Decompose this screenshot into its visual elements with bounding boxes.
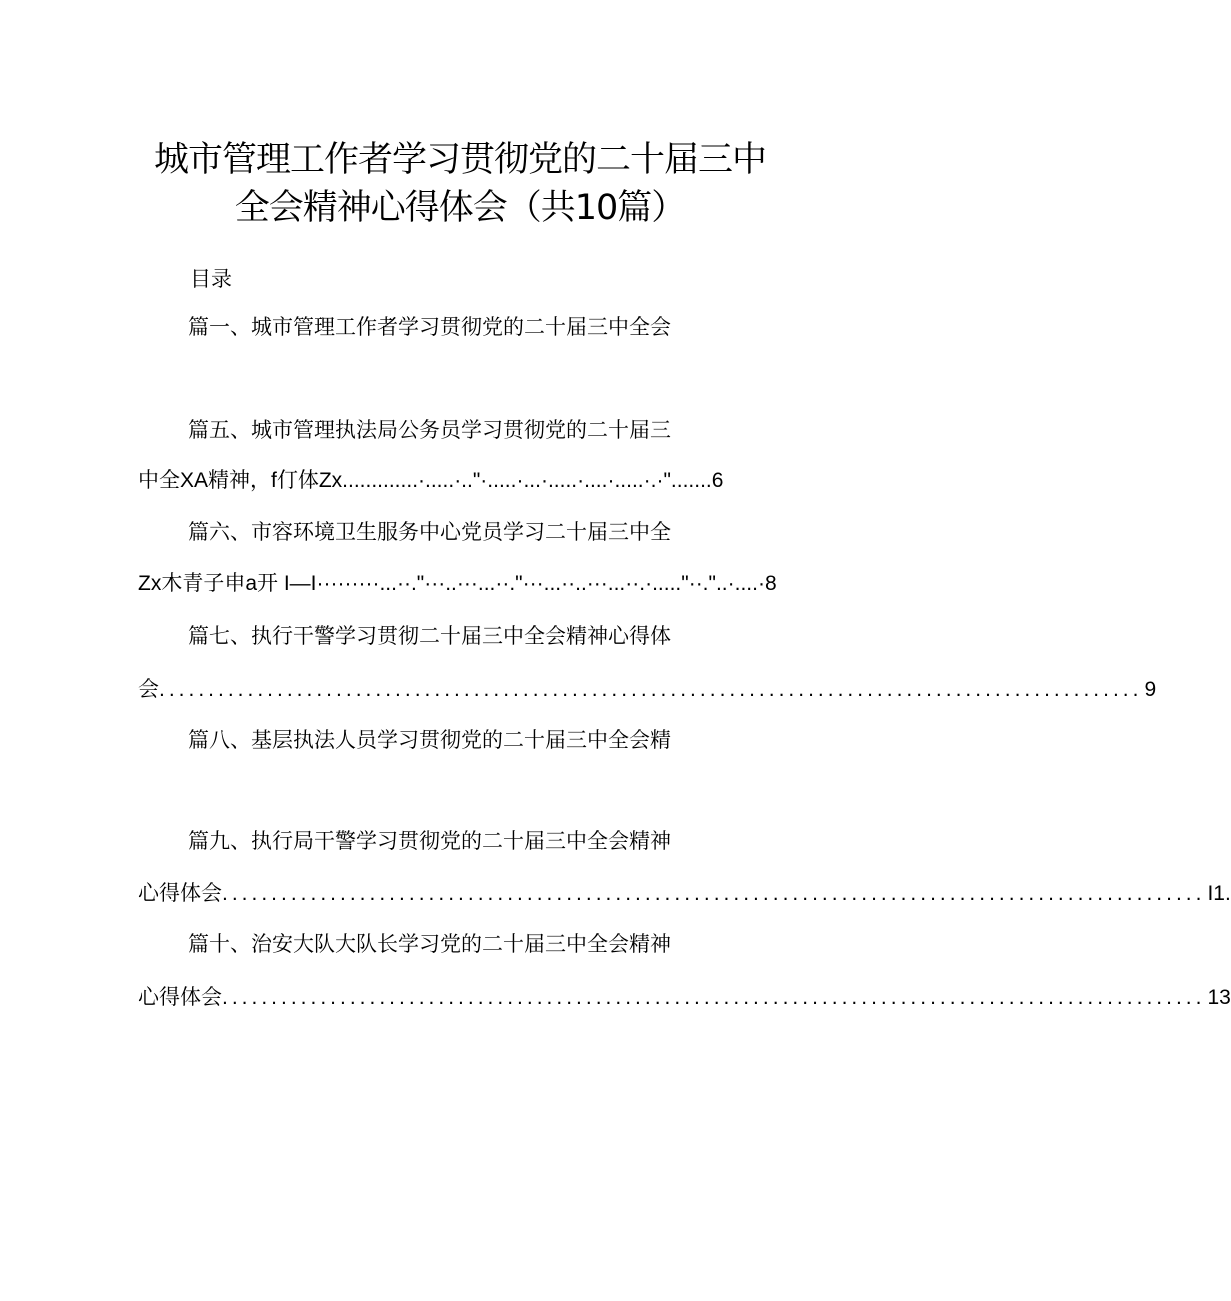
- toc-entry-7-leader-dots: ....................................................................................................: [159, 678, 1143, 701]
- title-line-2: 全会精神心得体会（共10篇）: [234, 188, 686, 228]
- toc-entry-10-leader-dots: ....................................................................................................: [222, 986, 1206, 1009]
- title-line-1: 城市管理工作者学习贯彻党的二十届三中: [153, 140, 766, 180]
- toc-entry-10-page-number: 13: [1207, 986, 1231, 1009]
- toc-entry-7-page-number: 9: [1144, 678, 1157, 701]
- toc-heading: 目录: [190, 267, 232, 291]
- toc-entry-6-line-1[interactable]: 篇六、市容环境卫生服务中心党员学习二十届三中全: [188, 520, 671, 544]
- toc-entry-7-line-1[interactable]: 篇七、执行干警学习贯彻二十届三中全会精神心得体: [188, 624, 671, 648]
- toc-entry-9-lead: 心得体会: [138, 881, 222, 905]
- toc-entry-1-line-1[interactable]: 篇一、城市管理工作者学习贯彻党的二十届三中全会: [188, 315, 671, 339]
- toc-entry-10-line-1[interactable]: 篇十、治安大队大队长学习党的二十届三中全会精神: [188, 932, 671, 956]
- toc-entry-5-line-2[interactable]: 中全XA精神，f仃体Zx.............·.....·.."·.....·...·.....·....·.....·.·".......6: [138, 469, 724, 492]
- toc-entry-7-lead: 会: [138, 677, 159, 701]
- toc-entry-9-line-1[interactable]: 篇九、执行局干警学习贯彻党的二十届三中全会精神: [188, 829, 671, 853]
- toc-entry-10-lead: 心得体会: [138, 985, 222, 1009]
- toc-entry-6-line-2[interactable]: Zx木青子申a开 I—I·········...··."···..···...··."···...··..···...··.·....."··."..·....·8: [138, 572, 777, 595]
- toc-entry-8-line-1[interactable]: 篇八、基层执法人员学习贯彻党的二十届三中全会精: [188, 728, 671, 752]
- toc-entry-9-page-number: I1.: [1207, 882, 1231, 905]
- toc-entry-9-line-2[interactable]: [138, 879, 1231, 908]
- toc-entry-9-leader-dots: ....................................................................................................: [222, 882, 1206, 905]
- toc-entry-5-line-1[interactable]: 篇五、城市管理执法局公务员学习贯彻党的二十届三: [188, 418, 671, 442]
- toc-entry-7-line-2[interactable]: [138, 675, 1157, 704]
- toc-entry-10-line-2[interactable]: [138, 983, 1231, 1012]
